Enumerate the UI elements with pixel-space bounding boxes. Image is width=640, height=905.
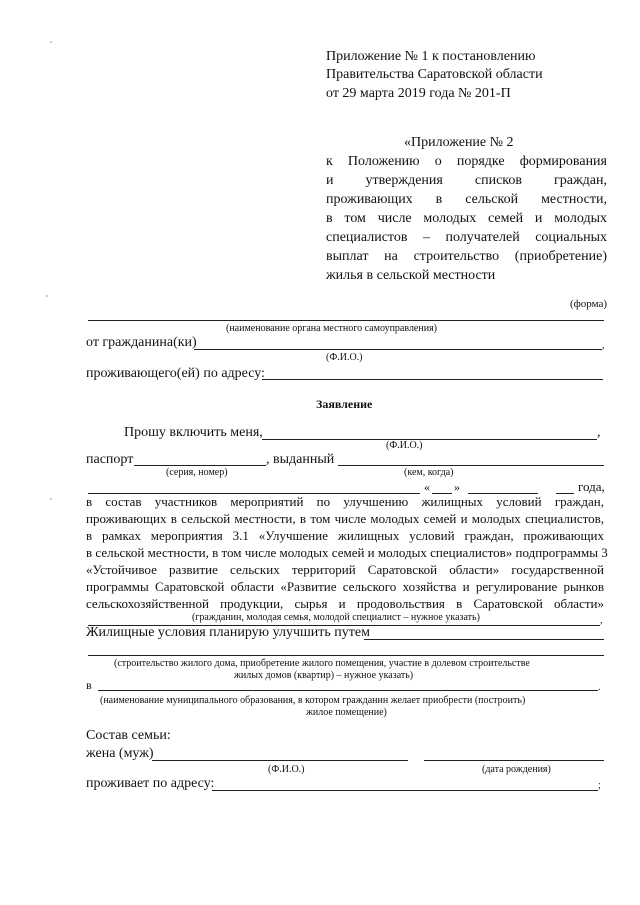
organ-caption: (наименование органа местного самоуправления) <box>226 323 438 334</box>
body-line: проживающих в сельской местности, в том числе молодых семей и молодых специалистов, <box>86 511 604 526</box>
category-caption: (гражданин, молодая семья, молодой специалист – нужное указать) <box>192 612 480 623</box>
housing-label: Жилищные условия планирую улучшить путем <box>86 625 370 640</box>
statement-title: Заявление <box>316 397 373 411</box>
housing-method-line-2[interactable] <box>88 655 604 656</box>
passport-issuer-line[interactable] <box>338 465 604 466</box>
date-year-label: года, <box>578 479 605 494</box>
applicant-name-line[interactable] <box>262 439 597 440</box>
body-line: программы Саратовской области «Развитие сельского хозяйства и регулирование рынков <box>86 579 604 594</box>
housing-caption: жилых домов (квартир) – нужное указать) <box>234 670 414 681</box>
from-label: от гражданина(ки) <box>86 335 197 350</box>
citizen-address-line[interactable] <box>262 379 603 380</box>
comma: , <box>602 340 605 351</box>
passport-label: паспорт <box>86 452 134 467</box>
date-close: » <box>454 480 460 494</box>
header-line-3: от 29 марта 2019 года № 201-П <box>326 86 511 101</box>
passport-issued-label: , выданный <box>266 452 335 467</box>
body-line: в сельской местности, в том числе молодых семей и молодых специалистов» подпрограммы 3 <box>86 545 608 560</box>
appendix-line: и утверждения списков граждан, <box>326 173 607 188</box>
municipality-caption: жилое помещение) <box>306 707 387 718</box>
in-label: в <box>86 678 92 692</box>
scan-speck <box>50 498 52 500</box>
form-label: (форма) <box>570 298 608 310</box>
spouse-address-label: проживает по адресу: <box>86 776 215 791</box>
header-line-1: Приложение № 1 к постановлению <box>326 49 536 64</box>
appendix-line: проживающих в сельской местности, <box>326 192 607 207</box>
request-fio-caption: (Ф.И.О.) <box>386 440 423 451</box>
appendix-line: специалистов – получателей социальных <box>326 230 607 245</box>
appendix-line: жилья в сельской местности <box>326 268 496 283</box>
housing-caption: (строительство жилого дома, приобретение жилого помещения, участие в долевом строительстве <box>114 658 530 669</box>
body-line: «Устойчивое развитие сельских территорий Саратовской области» государственной <box>86 562 604 577</box>
appendix-line: выплат на строительство (приобретение) <box>326 249 607 264</box>
municipality-line[interactable] <box>98 690 598 691</box>
spouse-fio-caption: (Ф.И.О.) <box>268 764 305 775</box>
fio-caption: (Ф.И.О.) <box>326 352 363 363</box>
address-label: проживающего(ей) по адресу: <box>86 366 265 381</box>
passport-number-line[interactable] <box>134 465 266 466</box>
appendix-title: «Приложение № 2 <box>404 135 514 150</box>
spouse-label: жена (муж) <box>86 746 154 761</box>
passport-series-caption: (серия, номер) <box>166 467 228 478</box>
spouse-dob-line[interactable] <box>424 760 604 761</box>
scan-speck <box>50 41 52 43</box>
scan-speck <box>46 295 48 297</box>
request-end: , <box>597 425 601 440</box>
spouse-dob-caption: (дата рождения) <box>482 764 551 775</box>
municipality-caption: (наименование муниципального образования, в котором гражданин желает приобрести (построить) <box>100 695 526 706</box>
spouse-address-line[interactable] <box>212 790 598 791</box>
semicolon: ; <box>598 780 601 791</box>
header-line-2: Правительства Саратовской области <box>326 67 543 82</box>
family-label: Состав семьи: <box>86 728 171 743</box>
housing-method-line[interactable] <box>364 639 604 640</box>
body-line: в состав участников мероприятий по улучшению жилищных условий граждан, <box>86 494 604 509</box>
appendix-line: в том числе молодых семей и молодых <box>326 211 607 226</box>
passport-issuer-caption: (кем, когда) <box>404 467 454 478</box>
date-open: « <box>424 480 430 494</box>
comma: , <box>600 615 603 626</box>
period: . <box>598 682 601 693</box>
citizen-name-line[interactable] <box>194 349 602 350</box>
body-line: в рамках мероприятия 3.1 «Улучшение жилищных условий граждан, проживающих <box>86 528 604 543</box>
request-label: Прошу включить меня, <box>124 425 263 440</box>
body-line: сельскохозяйственной продукции, сырья и продовольствия в Саратовской области» <box>86 596 604 611</box>
appendix-line: к Положению о порядке формирования <box>326 154 607 169</box>
organ-name-line[interactable] <box>88 320 604 321</box>
spouse-name-line[interactable] <box>152 760 408 761</box>
